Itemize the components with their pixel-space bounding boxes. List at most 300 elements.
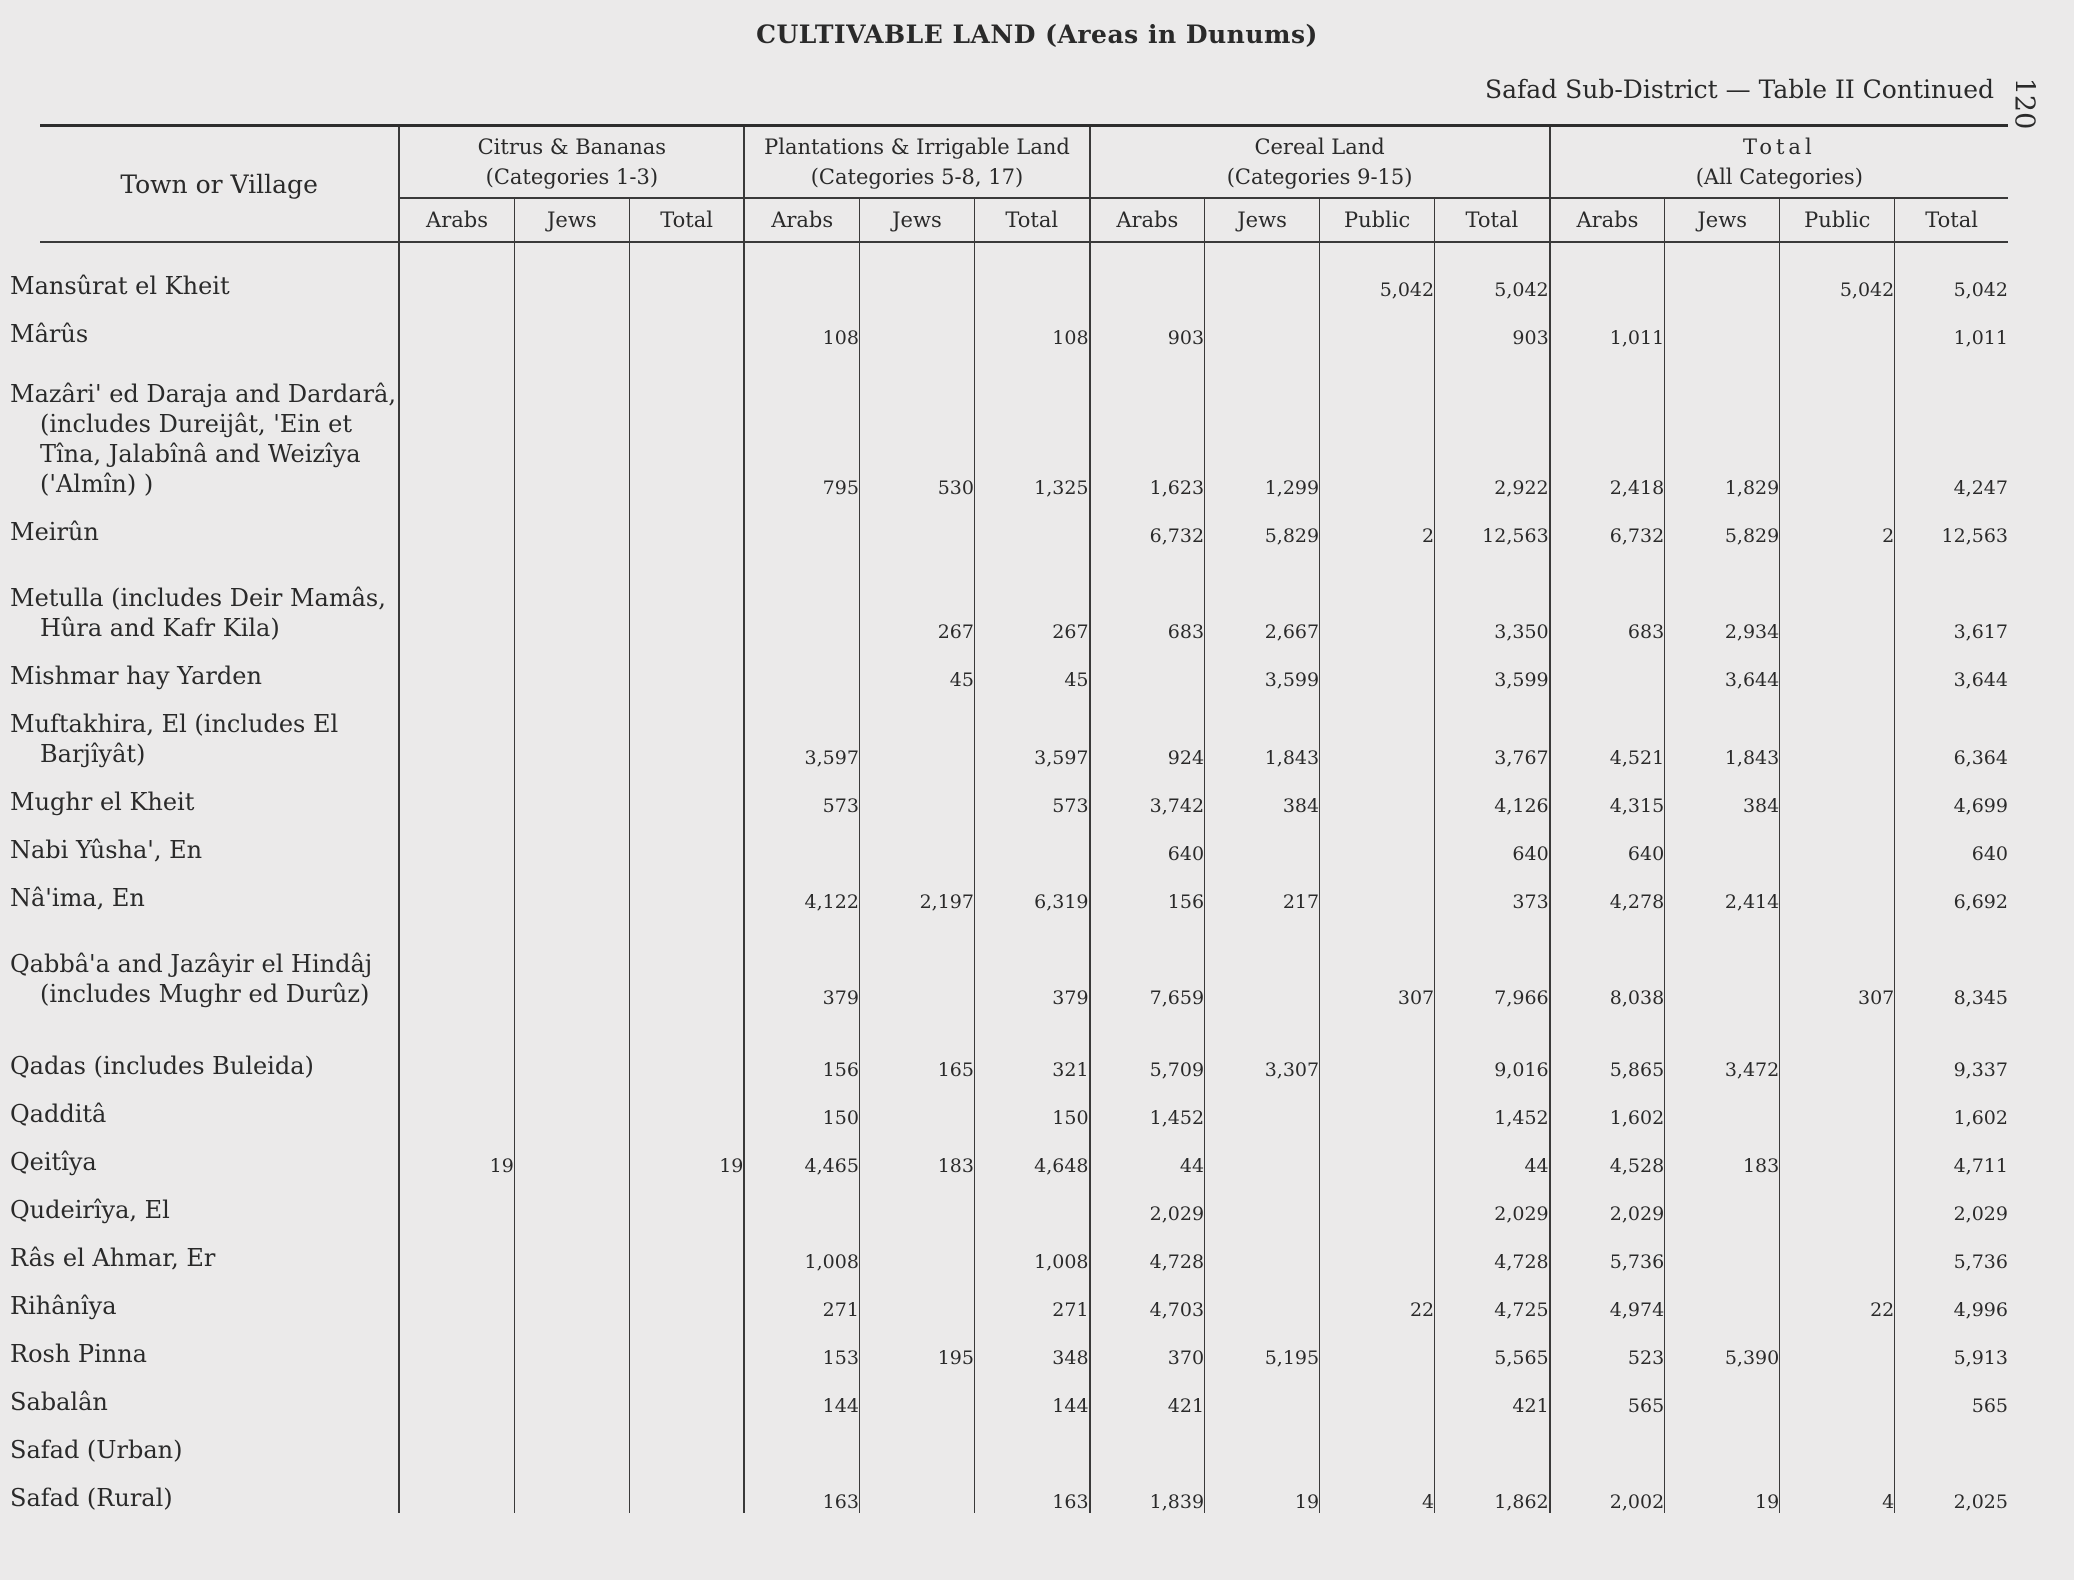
value-cereal-total: 4,126 (1435, 769, 1550, 817)
value-citrus-total (629, 499, 744, 547)
value-plantations-total (974, 1417, 1089, 1465)
value-plantations-arabs: 150 (744, 1081, 859, 1129)
value-cereal-public (1320, 1081, 1435, 1129)
value-plantations-jews: 195 (859, 1321, 974, 1369)
value-citrus-total (629, 1225, 744, 1273)
value-all-public (1780, 1129, 1895, 1177)
value-citrus-arabs (399, 301, 514, 349)
town-name-cell: Nabi Yûsha', En (40, 817, 399, 865)
value-citrus-total (629, 1177, 744, 1225)
value-plantations-total: 573 (974, 769, 1089, 817)
value-citrus-jews (514, 817, 629, 865)
value-cereal-jews (1205, 253, 1320, 301)
value-cereal-public (1320, 769, 1435, 817)
table-row (40, 499, 2008, 547)
value-cereal-arabs: 1,839 (1090, 1465, 1205, 1513)
value-all-arabs: 2,029 (1550, 1177, 1665, 1225)
table-row (40, 865, 2008, 913)
group-categories: (Categories 1-3) (485, 165, 659, 189)
town-name-cell: Rosh Pinna (40, 1321, 399, 1369)
subheader-cereal-jews: Jews (1205, 198, 1320, 242)
value-cereal-jews: 384 (1205, 769, 1320, 817)
value-plantations-jews (859, 301, 974, 349)
value-cereal-total: 640 (1435, 817, 1550, 865)
town-name-cell: Mansûrat el Kheit (40, 253, 399, 301)
value-all-jews (1665, 1417, 1780, 1465)
subheader-citrus-total: Total (629, 198, 744, 242)
group-name: Total (1742, 135, 1816, 159)
value-cereal-arabs: 5,709 (1090, 1009, 1205, 1081)
value-plantations-jews (859, 913, 974, 1009)
value-citrus-arabs (399, 691, 514, 769)
value-plantations-total: 267 (974, 547, 1089, 643)
table-row (40, 253, 2008, 301)
subheader-citrus-arabs: Arabs (399, 198, 514, 242)
value-all-total: 5,042 (1895, 253, 2008, 301)
table-row (40, 913, 2008, 1009)
value-all-jews (1665, 817, 1780, 865)
group-name: Cereal Land (1254, 135, 1385, 159)
value-citrus-jews (514, 1369, 629, 1417)
value-cereal-jews: 3,599 (1205, 643, 1320, 691)
table-row (40, 301, 2008, 349)
value-citrus-arabs (399, 769, 514, 817)
value-plantations-arabs (744, 253, 859, 301)
value-cereal-public (1320, 817, 1435, 865)
value-plantations-arabs: 156 (744, 1009, 859, 1081)
header-group-row (40, 126, 2008, 199)
value-cereal-public (1320, 301, 1435, 349)
value-cereal-total: 7,966 (1435, 913, 1550, 1009)
table-row (40, 1369, 2008, 1417)
value-citrus-jews (514, 865, 629, 913)
value-citrus-total (629, 1369, 744, 1417)
value-cereal-public (1320, 1225, 1435, 1273)
value-citrus-jews (514, 1081, 629, 1129)
value-plantations-jews (859, 1177, 974, 1225)
value-all-jews: 1,843 (1665, 691, 1780, 769)
value-cereal-jews (1205, 1369, 1320, 1417)
value-all-total: 6,364 (1895, 691, 2008, 769)
value-plantations-total: 3,597 (974, 691, 1089, 769)
town-name-cell: Mishmar hay Yarden (40, 643, 399, 691)
value-all-total: 5,913 (1895, 1321, 2008, 1369)
value-all-arabs: 4,521 (1550, 691, 1665, 769)
value-all-public (1780, 1177, 1895, 1225)
town-name-cell: Muftakhira, El (includes El Barjîyât) (40, 691, 399, 769)
value-all-total: 4,699 (1895, 769, 2008, 817)
table-row (40, 1273, 2008, 1321)
value-citrus-jews (514, 643, 629, 691)
value-citrus-arabs (399, 865, 514, 913)
town-name-cell: Mârûs (40, 301, 399, 349)
group-header-plantations (744, 126, 1089, 199)
value-all-public (1780, 865, 1895, 913)
value-all-total: 565 (1895, 1369, 2008, 1417)
value-cereal-public: 307 (1320, 913, 1435, 1009)
value-citrus-total (629, 691, 744, 769)
value-cereal-total: 44 (1435, 1129, 1550, 1177)
value-plantations-jews (859, 817, 974, 865)
table-row (40, 643, 2008, 691)
table-row (40, 1321, 2008, 1369)
value-all-total: 640 (1895, 817, 2008, 865)
value-plantations-arabs: 379 (744, 913, 859, 1009)
table-row (40, 547, 2008, 643)
value-cereal-arabs (1090, 1417, 1205, 1465)
value-citrus-jews (514, 301, 629, 349)
value-citrus-total (629, 865, 744, 913)
value-all-jews: 5,390 (1665, 1321, 1780, 1369)
value-plantations-total: 163 (974, 1465, 1089, 1513)
value-all-total: 1,602 (1895, 1081, 2008, 1129)
value-all-total: 8,345 (1895, 913, 2008, 1009)
value-cereal-arabs: 683 (1090, 547, 1205, 643)
value-all-public: 5,042 (1780, 253, 1895, 301)
value-cereal-arabs: 1,452 (1090, 1081, 1205, 1129)
value-cereal-arabs: 2,029 (1090, 1177, 1205, 1225)
value-plantations-total: 321 (974, 1009, 1089, 1081)
value-all-total: 12,563 (1895, 499, 2008, 547)
value-cereal-total: 373 (1435, 865, 1550, 913)
value-plantations-jews (859, 253, 974, 301)
value-citrus-total: 19 (629, 1129, 744, 1177)
value-plantations-jews: 530 (859, 349, 974, 499)
value-cereal-total: 12,563 (1435, 499, 1550, 547)
value-citrus-total (629, 769, 744, 817)
value-plantations-total: 379 (974, 913, 1089, 1009)
group-categories: (Categories 5-8, 17) (810, 165, 1024, 189)
value-citrus-jews (514, 1273, 629, 1321)
value-all-public (1780, 817, 1895, 865)
value-cereal-public (1320, 691, 1435, 769)
town-name-cell: Nâ'ima, En (40, 865, 399, 913)
value-citrus-total (629, 1465, 744, 1513)
value-citrus-arabs (399, 643, 514, 691)
table-row (40, 769, 2008, 817)
table-row (40, 1009, 2008, 1081)
value-plantations-jews (859, 499, 974, 547)
value-cereal-jews: 2,667 (1205, 547, 1320, 643)
value-plantations-total: 45 (974, 643, 1089, 691)
subheader-all-jews: Jews (1665, 198, 1780, 242)
value-all-arabs: 4,528 (1550, 1129, 1665, 1177)
value-citrus-total (629, 301, 744, 349)
value-all-arabs: 5,865 (1550, 1009, 1665, 1081)
value-citrus-jews (514, 1321, 629, 1369)
value-all-total: 6,692 (1895, 865, 2008, 913)
town-name-cell: Mazâri' ed Daraja and Dardarâ, (includes Dureijât, 'Ein et Tîna, Jalabînâ and Weizîya ('Almîn) ) (40, 349, 399, 499)
value-citrus-arabs (399, 253, 514, 301)
town-name-cell: Qabbâ'a and Jazâyir el Hindâj (includes Mughr ed Durûz) (40, 913, 399, 1009)
value-citrus-arabs (399, 913, 514, 1009)
value-cereal-arabs: 3,742 (1090, 769, 1205, 817)
value-cereal-arabs: 924 (1090, 691, 1205, 769)
group-name: Plantations & Irrigable Land (764, 135, 1070, 159)
value-plantations-jews (859, 1369, 974, 1417)
value-cereal-public: 5,042 (1320, 253, 1435, 301)
value-cereal-jews: 1,299 (1205, 349, 1320, 499)
subheader-all-total: Total (1895, 198, 2008, 242)
value-plantations-arabs: 108 (744, 301, 859, 349)
value-cereal-total: 3,767 (1435, 691, 1550, 769)
value-cereal-total: 2,922 (1435, 349, 1550, 499)
value-cereal-total: 9,016 (1435, 1009, 1550, 1081)
value-plantations-jews (859, 1417, 974, 1465)
town-name-cell: Safad (Urban) (40, 1417, 399, 1465)
value-plantations-arabs: 271 (744, 1273, 859, 1321)
value-cereal-public (1320, 1177, 1435, 1225)
value-all-public (1780, 1369, 1895, 1417)
value-all-arabs: 683 (1550, 547, 1665, 643)
table-row (40, 1465, 2008, 1513)
value-plantations-total: 348 (974, 1321, 1089, 1369)
value-plantations-jews (859, 1465, 974, 1513)
value-cereal-total: 421 (1435, 1369, 1550, 1417)
group-categories: (Categories 9-15) (1226, 165, 1413, 189)
value-cereal-arabs: 640 (1090, 817, 1205, 865)
subheader-cereal-total: Total (1435, 198, 1550, 242)
value-all-jews: 1,829 (1665, 349, 1780, 499)
value-cereal-public (1320, 349, 1435, 499)
table-row (40, 691, 2008, 769)
value-all-public (1780, 643, 1895, 691)
value-plantations-total (974, 1177, 1089, 1225)
value-cereal-arabs: 44 (1090, 1129, 1205, 1177)
group-header-total (1550, 126, 2008, 199)
value-plantations-arabs: 144 (744, 1369, 859, 1417)
value-plantations-jews: 165 (859, 1009, 974, 1081)
value-plantations-arabs: 4,465 (744, 1129, 859, 1177)
value-all-jews: 2,934 (1665, 547, 1780, 643)
value-all-public (1780, 769, 1895, 817)
cultivable-land-table (10, 124, 2008, 1513)
value-cereal-jews (1205, 301, 1320, 349)
value-citrus-jews (514, 1417, 629, 1465)
value-all-arabs: 1,011 (1550, 301, 1665, 349)
value-all-total: 3,644 (1895, 643, 2008, 691)
value-plantations-jews: 267 (859, 547, 974, 643)
value-cereal-jews (1205, 913, 1320, 1009)
value-citrus-jews (514, 913, 629, 1009)
town-name-cell: Metulla (includes Deir Mamâs, Hûra and Kafr Kila) (40, 547, 399, 643)
town-name-cell: Râs el Ahmar, Er (40, 1225, 399, 1273)
value-cereal-public (1320, 865, 1435, 913)
value-citrus-total (629, 913, 744, 1009)
town-name-cell: Mughr el Kheit (40, 769, 399, 817)
value-plantations-jews (859, 1273, 974, 1321)
value-all-jews: 2,414 (1665, 865, 1780, 913)
value-plantations-total: 144 (974, 1369, 1089, 1417)
value-all-public (1780, 1417, 1895, 1465)
value-citrus-jews (514, 1177, 629, 1225)
value-citrus-jews (514, 1465, 629, 1513)
value-citrus-total (629, 349, 744, 499)
group-name: Citrus & Bananas (477, 135, 667, 159)
value-all-public: 2 (1780, 499, 1895, 547)
value-plantations-total: 108 (974, 301, 1089, 349)
value-all-arabs (1550, 643, 1665, 691)
value-citrus-total (629, 1417, 744, 1465)
value-cereal-total: 3,350 (1435, 547, 1550, 643)
value-cereal-arabs: 1,623 (1090, 349, 1205, 499)
value-plantations-jews: 183 (859, 1129, 974, 1177)
value-plantations-total: 1,008 (974, 1225, 1089, 1273)
table-row (40, 1177, 2008, 1225)
group-categories: (All Categories) (1695, 165, 1863, 189)
value-plantations-jews (859, 1081, 974, 1129)
value-all-total: 2,029 (1895, 1177, 2008, 1225)
value-all-jews (1665, 1081, 1780, 1129)
value-cereal-arabs (1090, 253, 1205, 301)
value-citrus-jews (514, 499, 629, 547)
value-all-total: 4,711 (1895, 1129, 2008, 1177)
value-citrus-arabs: 19 (399, 1129, 514, 1177)
value-citrus-total (629, 1321, 744, 1369)
value-all-jews (1665, 301, 1780, 349)
value-citrus-total (629, 817, 744, 865)
value-plantations-arabs (744, 1417, 859, 1465)
value-cereal-total: 4,725 (1435, 1273, 1550, 1321)
value-cereal-arabs: 421 (1090, 1369, 1205, 1417)
value-all-arabs: 1,602 (1550, 1081, 1665, 1129)
value-all-total: 3,617 (1895, 547, 2008, 643)
value-all-public (1780, 1225, 1895, 1273)
value-cereal-public: 2 (1320, 499, 1435, 547)
value-all-public (1780, 691, 1895, 769)
value-cereal-total: 3,599 (1435, 643, 1550, 691)
value-cereal-jews: 217 (1205, 865, 1320, 913)
value-citrus-jews (514, 1129, 629, 1177)
value-citrus-arabs (399, 547, 514, 643)
value-all-arabs: 4,278 (1550, 865, 1665, 913)
value-cereal-arabs: 370 (1090, 1321, 1205, 1369)
value-plantations-arabs (744, 817, 859, 865)
value-citrus-jews (514, 1009, 629, 1081)
subheader-plantations-total: Total (974, 198, 1089, 242)
value-all-jews (1665, 913, 1780, 1009)
table-row (40, 1417, 2008, 1465)
value-cereal-arabs: 7,659 (1090, 913, 1205, 1009)
value-citrus-jews (514, 769, 629, 817)
table-body (10, 242, 2008, 1513)
value-cereal-arabs: 156 (1090, 865, 1205, 913)
value-citrus-jews (514, 349, 629, 499)
value-plantations-total: 271 (974, 1273, 1089, 1321)
value-plantations-total: 4,648 (974, 1129, 1089, 1177)
value-cereal-public: 22 (1320, 1273, 1435, 1321)
value-all-jews: 3,644 (1665, 643, 1780, 691)
value-all-arabs: 8,038 (1550, 913, 1665, 1009)
value-cereal-jews (1205, 1417, 1320, 1465)
value-plantations-jews: 45 (859, 643, 974, 691)
value-all-jews: 3,472 (1665, 1009, 1780, 1081)
value-plantations-total: 6,319 (974, 865, 1089, 913)
value-plantations-total (974, 499, 1089, 547)
page-title: CULTIVABLE LAND (Areas in Dunums) (756, 20, 1318, 49)
value-all-public (1780, 547, 1895, 643)
value-cereal-public (1320, 1321, 1435, 1369)
value-citrus-arabs (399, 1369, 514, 1417)
value-all-total: 4,996 (1895, 1273, 2008, 1321)
value-plantations-arabs: 795 (744, 349, 859, 499)
value-all-jews (1665, 1369, 1780, 1417)
subheader-plantations-jews: Jews (859, 198, 974, 242)
value-plantations-jews: 2,197 (859, 865, 974, 913)
value-plantations-arabs (744, 1177, 859, 1225)
town-column-header: Town or Village (40, 126, 399, 243)
subheader-citrus-jews: Jews (514, 198, 629, 242)
town-name-cell: Rihânîya (40, 1273, 399, 1321)
value-cereal-jews: 5,195 (1205, 1321, 1320, 1369)
value-cereal-total: 1,452 (1435, 1081, 1550, 1129)
subheader-cereal-arabs: Arabs (1090, 198, 1205, 242)
table-subtitle: Safad Sub-District — Table II Continued (1484, 75, 1994, 104)
table-row (40, 1225, 2008, 1273)
value-all-total: 4,247 (1895, 349, 2008, 499)
value-citrus-arabs (399, 1225, 514, 1273)
value-cereal-total: 4,728 (1435, 1225, 1550, 1273)
town-name-cell: Qeitîya (40, 1129, 399, 1177)
value-citrus-jews (514, 691, 629, 769)
value-citrus-total (629, 1081, 744, 1129)
subheader-plantations-arabs: Arabs (744, 198, 859, 242)
value-citrus-total (629, 1273, 744, 1321)
town-name-cell: Meirûn (40, 499, 399, 547)
value-citrus-total (629, 1009, 744, 1081)
value-all-arabs (1550, 1417, 1665, 1465)
value-citrus-jews (514, 1225, 629, 1273)
value-cereal-public (1320, 643, 1435, 691)
value-cereal-jews: 19 (1205, 1465, 1320, 1513)
value-plantations-arabs: 153 (744, 1321, 859, 1369)
value-citrus-arabs (399, 1273, 514, 1321)
value-all-total: 1,011 (1895, 301, 2008, 349)
value-plantations-arabs: 1,008 (744, 1225, 859, 1273)
value-all-arabs: 5,736 (1550, 1225, 1665, 1273)
value-all-total: 9,337 (1895, 1009, 2008, 1081)
value-citrus-arabs (399, 1177, 514, 1225)
value-plantations-total: 150 (974, 1081, 1089, 1129)
value-all-public: 307 (1780, 913, 1895, 1009)
town-name-cell: Safad (Rural) (40, 1465, 399, 1513)
value-citrus-total (629, 643, 744, 691)
value-cereal-total: 903 (1435, 301, 1550, 349)
value-cereal-public (1320, 1009, 1435, 1081)
value-plantations-arabs (744, 499, 859, 547)
subheader-cereal-public: Public (1320, 198, 1435, 242)
value-cereal-jews (1205, 1129, 1320, 1177)
value-cereal-jews: 5,829 (1205, 499, 1320, 547)
value-all-arabs: 2,418 (1550, 349, 1665, 499)
value-all-jews: 183 (1665, 1129, 1780, 1177)
value-plantations-arabs (744, 643, 859, 691)
value-cereal-arabs: 903 (1090, 301, 1205, 349)
value-all-arabs: 4,315 (1550, 769, 1665, 817)
value-all-arabs: 4,974 (1550, 1273, 1665, 1321)
value-all-public (1780, 301, 1895, 349)
value-all-total (1895, 1417, 2008, 1465)
value-all-jews (1665, 1273, 1780, 1321)
value-citrus-arabs (399, 1321, 514, 1369)
value-cereal-jews (1205, 1081, 1320, 1129)
value-cereal-total: 2,029 (1435, 1177, 1550, 1225)
value-all-arabs (1550, 253, 1665, 301)
value-cereal-public (1320, 1369, 1435, 1417)
value-plantations-arabs (744, 547, 859, 643)
value-all-jews: 5,829 (1665, 499, 1780, 547)
value-all-jews: 384 (1665, 769, 1780, 817)
